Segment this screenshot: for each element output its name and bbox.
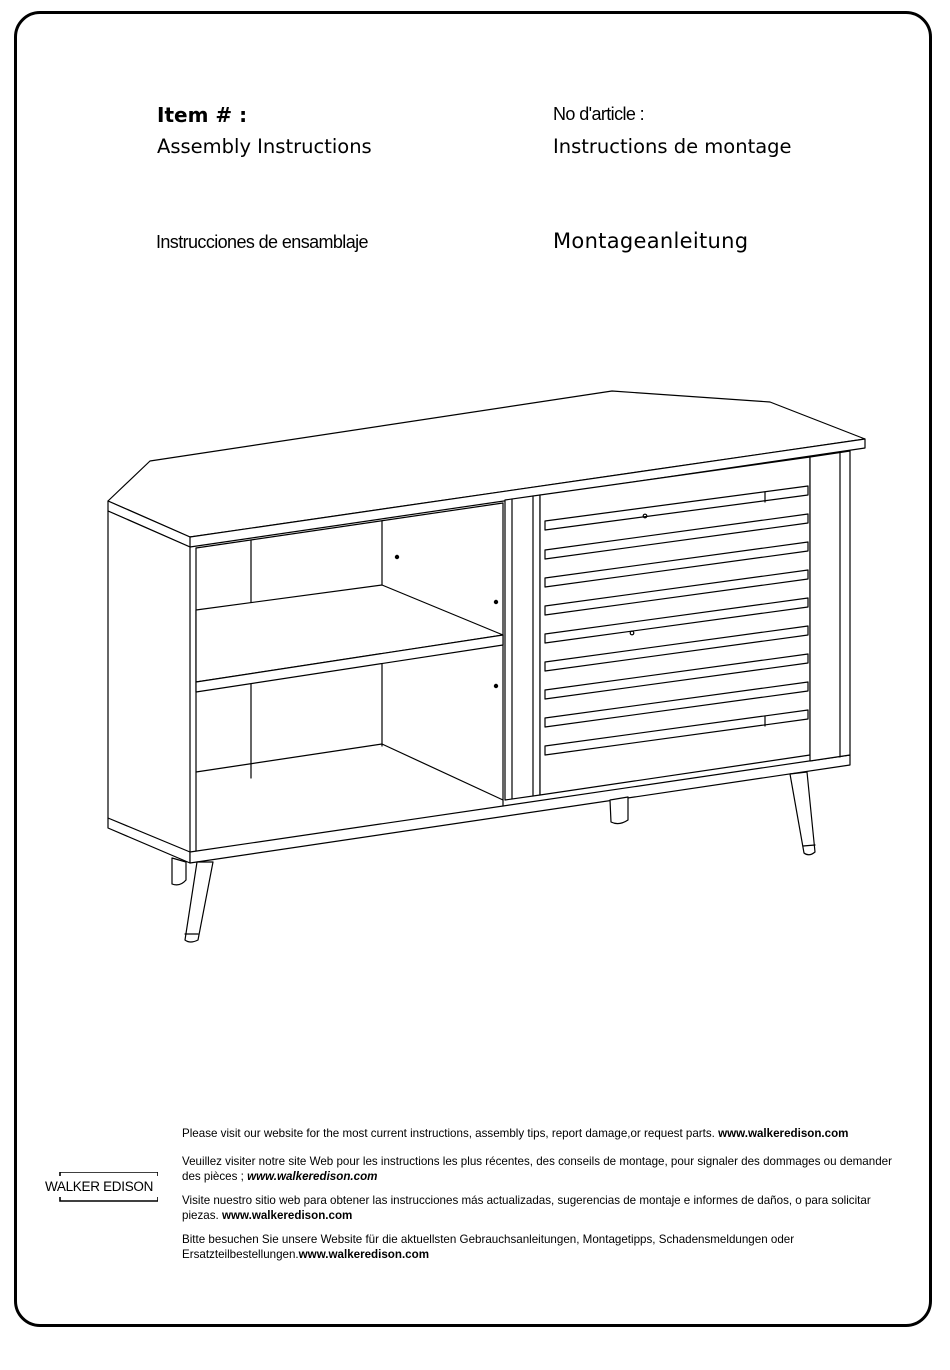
notice-de: Bitte besuchen Sie unsere Website für die aktuellsten Gebrauchsanleitungen, Montagetipps, Schadensmeldungen oder Ersatzteilbestellungen.www.walkeredison.com bbox=[182, 1233, 795, 1261]
assembly-instructions-title-es: Instrucciones de ensamblaje bbox=[156, 232, 368, 252]
notice-fr: Veuillez visiter notre site Web pour les instructions les plus récentes, des conseils de montage, pour signaler des dommages ou demander des pièces ; www.walkeredison.com bbox=[182, 1155, 892, 1183]
assembly-instructions-title-en: Assembly Instructions bbox=[157, 135, 372, 158]
website-link-es[interactable]: www.walkeredison.com bbox=[221, 1209, 353, 1222]
logo-text: WALKER EDISON bbox=[44, 1179, 154, 1194]
logo-bracket-icon bbox=[40, 1172, 158, 1202]
stand-legs bbox=[172, 772, 815, 942]
right-side-panel bbox=[810, 451, 850, 761]
assembly-instructions-title-de: Montageanleitung bbox=[553, 229, 749, 253]
notice-en: Please visit our website for the most current instructions, assembly tips, report damage,or request parts. www.walkeredison.com bbox=[182, 1127, 849, 1140]
notice-es: Visite nuestro sitio web para obtener las instrucciones más actualizadas, sugerencias de montaje e informes de daños, o para solicitar piezas. www.walkeredison.com bbox=[182, 1194, 871, 1222]
item-number-label-fr: No d'article : bbox=[553, 104, 645, 124]
assembly-instructions-title-fr: Instructions de montage bbox=[553, 135, 792, 158]
website-notice bbox=[182, 1126, 910, 1271]
website-link-fr[interactable]: www.walkeredison.com bbox=[247, 1170, 378, 1183]
website-link-de[interactable]: www.walkeredison.com bbox=[298, 1248, 430, 1261]
website-link-en[interactable]: www.walkeredison.com bbox=[718, 1127, 849, 1140]
left-side-panel bbox=[108, 511, 190, 863]
sliding-door bbox=[505, 495, 540, 800]
item-number-label: Item # : bbox=[157, 103, 248, 127]
walker-edison-logo bbox=[40, 1172, 158, 1202]
